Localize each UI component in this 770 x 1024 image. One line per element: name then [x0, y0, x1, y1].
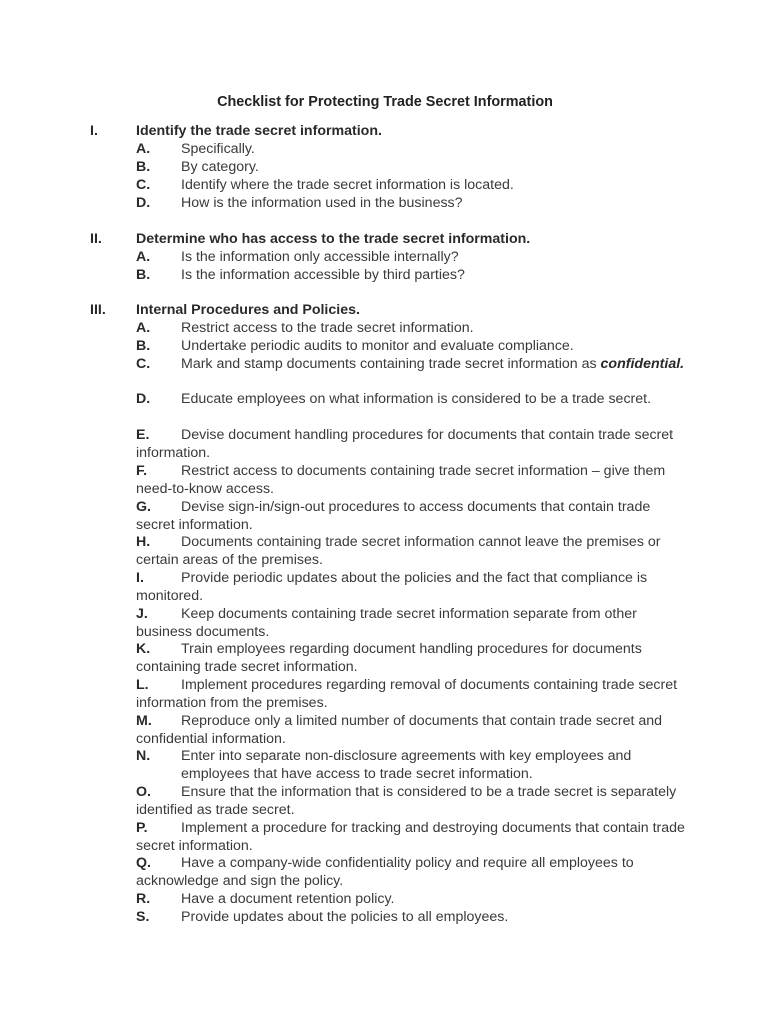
item-text: Restrict access to the trade secret information. — [181, 320, 474, 336]
item-letter: B. — [136, 338, 151, 354]
list-item — [136, 570, 691, 606]
item-text: How is the information used in the business? — [181, 195, 463, 211]
section-heading: Identify the trade secret information. — [136, 123, 382, 139]
item-letter: M. — [136, 713, 152, 729]
section-number: I. — [90, 123, 98, 139]
item-letter: P. — [136, 820, 148, 836]
item-letter: C. — [136, 356, 151, 372]
item-text: Educate employees on what information is considered to be a trade secret. — [181, 391, 652, 407]
item-text: Provide periodic updates about the policies and the fact that compliance is monitored. — [136, 570, 648, 604]
item-text: Enter into separate non-disclosure agreements with key employees and employees that have access to trade secret information. — [181, 748, 632, 782]
item-text: By category. — [181, 159, 259, 175]
item-text: Implement a procedure for tracking and destroying documents that contain trade secret information. — [136, 820, 685, 854]
item-letter: S. — [136, 909, 150, 925]
list-item — [136, 391, 691, 409]
item-letter: B. — [136, 159, 151, 175]
list-item — [136, 427, 691, 463]
item-text: Train employees regarding document handling procedures for documents containing trade secret information. — [136, 641, 642, 675]
list-item — [136, 820, 691, 856]
item-letter: Q. — [136, 855, 151, 871]
item-text: Keep documents containing trade secret information separate from other business documents. — [136, 606, 637, 640]
list-item — [136, 641, 691, 677]
item-text: Have a document retention policy. — [181, 891, 395, 907]
list-item — [136, 677, 691, 713]
item-letter: K. — [136, 641, 151, 657]
item-text: Is the information only accessible internally? — [181, 249, 459, 265]
list-item — [136, 534, 691, 570]
list-item — [136, 499, 691, 535]
item-text: Devise sign-in/sign-out procedures to access documents that contain trade secret information. — [136, 499, 651, 533]
item-text: Documents containing trade secret information cannot leave the premises or certain areas of the premises. — [136, 534, 661, 568]
list-item — [136, 784, 691, 820]
section-heading: Determine who has access to the trade secret information. — [136, 231, 531, 247]
item-letter: G. — [136, 499, 151, 515]
item-letter: C. — [136, 177, 151, 193]
item-text: Implement procedures regarding removal of documents containing trade secret information from the premises. — [136, 677, 678, 711]
section-number: III. — [90, 302, 106, 318]
item-text: Ensure that the information that is considered to be a trade secret is separately identified as trade secret. — [136, 784, 677, 818]
list-item — [136, 463, 691, 499]
item-text: Provide updates about the policies to all employees. — [181, 909, 509, 925]
item-letter: A. — [136, 320, 151, 336]
item-letter: I. — [136, 570, 144, 586]
item-letter: D. — [136, 391, 151, 407]
item-text: Specifically. — [181, 141, 255, 157]
item-text: Is the information accessible by third parties? — [181, 267, 465, 283]
item-letter: L. — [136, 677, 149, 693]
section-heading: Internal Procedures and Policies. — [136, 302, 360, 318]
item-text: Restrict access to documents containing trade secret information – give them need-to-know access. — [136, 463, 666, 497]
item-letter: E. — [136, 427, 150, 443]
item-letter: F. — [136, 463, 148, 479]
item-text: Undertake periodic audits to monitor and evaluate compliance. — [181, 338, 574, 354]
item-letter: A. — [136, 141, 151, 157]
item-letter: N. — [136, 748, 151, 764]
item-text: Have a company-wide confidentiality policy and require all employees to acknowledge and sign the policy. — [136, 855, 634, 889]
item-letter: J. — [136, 606, 148, 622]
item-letter: R. — [136, 891, 151, 907]
list-item — [136, 855, 691, 891]
item-text: Identify where the trade secret information is located. — [181, 177, 514, 193]
item-text: Devise document handling procedures for documents that contain trade secret information. — [136, 427, 674, 461]
item-emphasis: confidential — [600, 356, 681, 372]
section-number: II. — [90, 231, 102, 247]
item-text: Mark and stamp documents containing trade secret information as — [181, 356, 597, 372]
list-item — [136, 356, 691, 374]
item-emphasis-tail: . — [680, 356, 685, 372]
item-letter: H. — [136, 534, 151, 550]
list-item — [136, 713, 691, 749]
item-text: Reproduce only a limited number of documents that contain trade secret and confidential information. — [136, 713, 663, 747]
list-item — [136, 748, 691, 784]
document-title: Checklist for Protecting Trade Secret Information — [217, 94, 553, 110]
item-letter: A. — [136, 249, 151, 265]
item-letter: B. — [136, 267, 151, 283]
item-letter: O. — [136, 784, 151, 800]
list-item — [136, 606, 691, 642]
item-letter: D. — [136, 195, 151, 211]
